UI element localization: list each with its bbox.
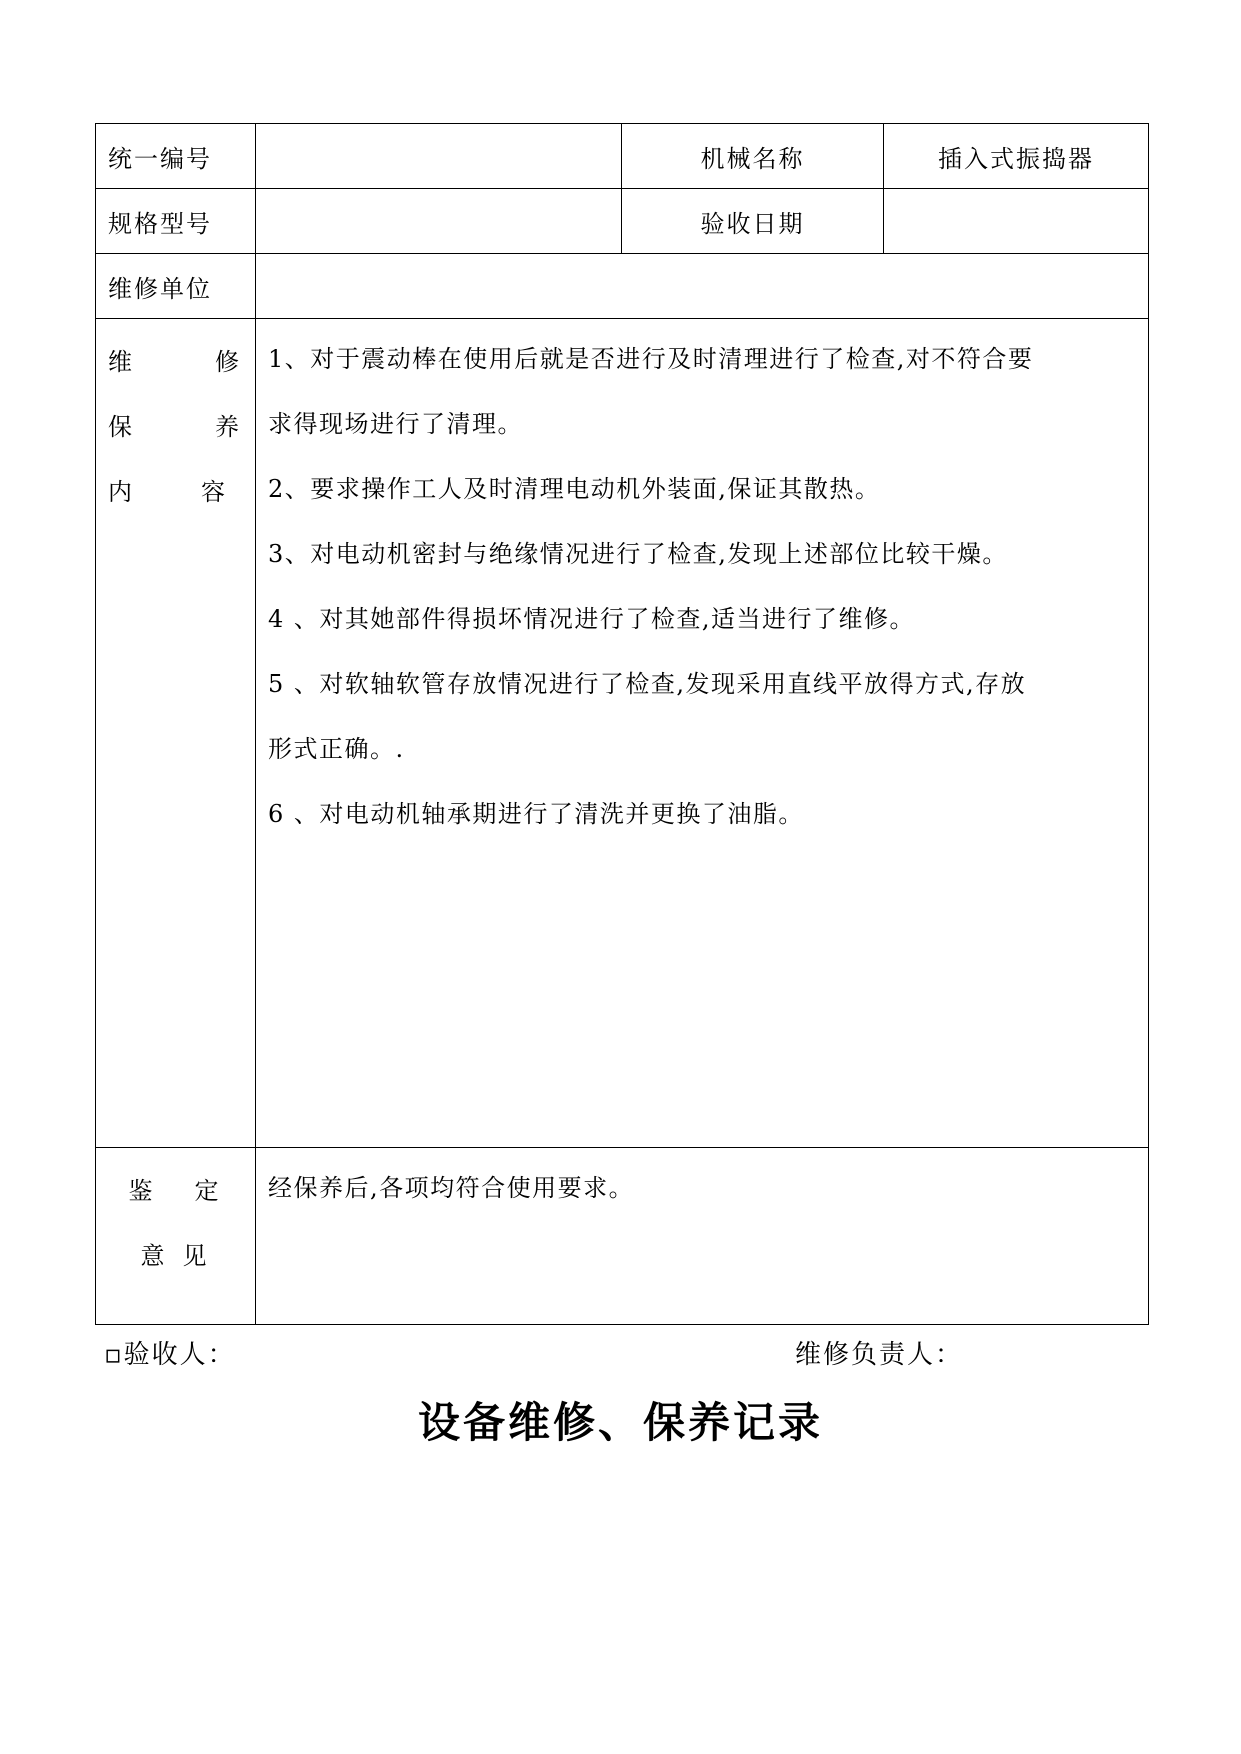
machine-name-value: 插入式振捣器 — [884, 124, 1149, 189]
content-line: 3、对电动机密封与绝缘情况进行了检查,发现上述部位比较干燥。 — [268, 540, 1008, 568]
label-char: 意 — [140, 1242, 167, 1270]
content-line: 4 、对其她部件得损坏情况进行了检查,适当进行了维修。 — [268, 605, 916, 633]
opinion-text: 经保养后,各项均符合使用要求。 — [268, 1174, 635, 1202]
content-line: 求得现场进行了清理。 — [268, 410, 523, 438]
label-char: 容 — [201, 478, 227, 506]
label-char: 定 — [194, 1177, 221, 1205]
maintenance-content — [256, 319, 1149, 1148]
label-char: 养 — [215, 413, 241, 441]
label-char: 修 — [215, 348, 241, 376]
table-row — [96, 124, 1149, 189]
acceptance-date-label: 验收日期 — [622, 189, 884, 254]
appraisal-opinion-content — [256, 1148, 1149, 1325]
table-row — [96, 319, 1149, 1148]
content-line: 2、要求操作工人及时清理电动机外装面,保证其散热。 — [268, 475, 881, 503]
responsible-person-label: 维修负责人： — [795, 1340, 964, 1370]
model-spec-value — [256, 189, 622, 254]
maintenance-record-table — [95, 123, 1149, 1325]
content-line: 1、对于震动棒在使用后就是否进行及时清理进行了检查,对不符合要 — [268, 345, 1034, 373]
machine-name-label: 机械名称 — [622, 124, 884, 189]
content-line: 形式正确。. — [268, 735, 405, 763]
label-char: 内 — [108, 478, 134, 506]
label-char: 保 — [108, 413, 134, 441]
model-spec-label: 规格型号 — [96, 189, 256, 254]
unified-id-label: 统一编号 — [96, 124, 256, 189]
label-char: 鉴 — [128, 1177, 155, 1205]
inspector-label: ▫验收人： — [104, 1340, 236, 1370]
repair-unit-label: 维修单位 — [96, 254, 256, 319]
document-title: 设备维修、保养记录 — [417, 1398, 823, 1447]
acceptance-date-value — [884, 189, 1149, 254]
label-char: 见 — [182, 1242, 209, 1270]
maintenance-content-label — [96, 319, 256, 1148]
content-line: 6 、对电动机轴承期进行了清洗并更换了油脂。 — [268, 800, 804, 828]
content-line: 5 、对软轴软管存放情况进行了检查,发现采用直线平放得方式,存放 — [268, 670, 1027, 698]
table-row — [96, 1148, 1149, 1325]
table-row — [96, 254, 1149, 319]
unified-id-value — [256, 124, 622, 189]
table-row — [96, 189, 1149, 254]
appraisal-opinion-label — [96, 1148, 256, 1325]
repair-unit-value — [256, 254, 1149, 319]
label-char: 维 — [108, 348, 134, 376]
